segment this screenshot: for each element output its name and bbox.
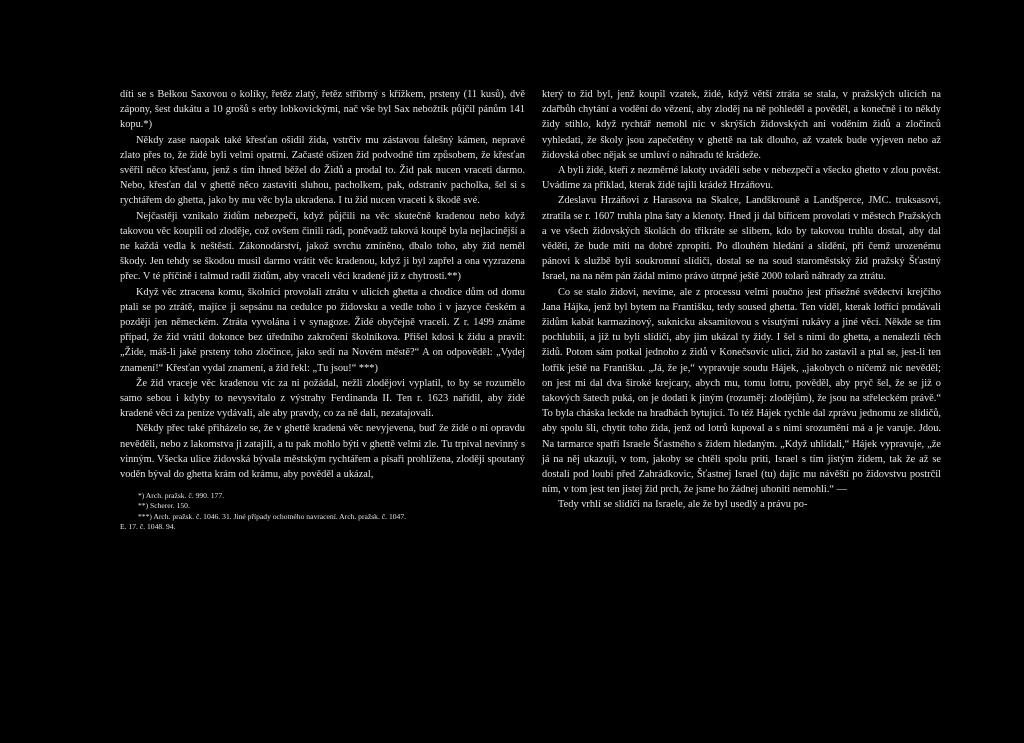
paragraph: Že žid vraceje věc kradenou víc za ni požádal, nežli zlodějovi vyplatil, to by se rozumělo samo sebou i kdyby to nevysvítalo z výstrahy Ferdinanda II. Ten r. 1623 nařídil, aby židé kradené věci za peníze vydávali, ale aby pravdy, co za ně dali, nezatajovali. (120, 377, 525, 420)
paragraph: díti se s Bełkou Saxovou o kolíky, řetěz zlatý, řetěz stříbrný s křížkem, prsteny (11 kusů), dvě zápony, šest dukátu a 10 grošů s erby lobkovickými, nač vše byl Sax nebožtík půjčil pánům 141 kopu.*) (120, 89, 525, 131)
footnote: ***) Arch. pražsk. č. 1046. 31. Jiné případy ochotného navracení. Arch. pražsk. č. 1047. (138, 511, 407, 521)
paragraph: Tedy vrhlí se slídiči na Israele, ale že byl usedlý a právu po- (558, 499, 808, 511)
right-column (542, 87, 941, 513)
paragraph: Když věc ztracena komu, školníci provolali ztrátu v ulicích ghetta a chodíce dům od domu ptali se po ztrátě, majíce ji sepsánu na cedulce po židovsku a vedle toho i v jazyce českém a později jen německém. Ztráta vyvolána i v synagoze. Židé obyčejně vraceli. Z r. 1499 známe případ, že žid vrátil dokonce bez úředního zakročení školníkova. Přišel kdosi k židu a pravil: „Žide, máš-li jaké prsteny toho zločince, jako sedí na Novém městě?“ A on odpověděl: „Vydej znamení!“ Křesťan vydal znamení, a žid řekl: „Tu jsou!“ ***) (120, 286, 525, 374)
paragraph: Někdy přec také přiházelo se, že v ghettě kradená věc nevyjevena, buď že židé o ní opravdu nevěděli, nebo z lakomstva ji zatajili, a tu pak mohlo býti v ghettě velmi zle. Tu trpíval nevinný s vinným. Všecka ulice židovská bývala městským rychtářem a písaři prohlížena, zloději spoutaný voděn býval do ghetta krám od krámu, aby pověděl a ukázal, (120, 423, 525, 481)
paragraph: který to žid byl, jenž koupil vzatek, židé, když větší ztráta se stala, v pražských ulicích na zdařbůh chytání a vodění do vězení, aby zloděj na ně pohleděl a pověděl, a konečně i to někdy židy stihlo, když rychtář nemohl nic v skrýších židovských ani voděním židů a zločinců vyhledati, že školy jsou zapečetěny v ghettě na tak dlouho, až vzatek bude vyjeven nebo až židovská obec nějak se umluví o náhradu té krádeže. (542, 89, 941, 161)
footnotes (120, 491, 525, 532)
left-column (120, 87, 525, 532)
footnote-continuation: E. 17. č. 1048. 94. (120, 521, 176, 531)
paragraph: Zdeslavu Hrzáňovi z Harasova na Skalce, Landškrouně a Landšperce, JMC. truksasovi, ztratila se r. 1607 truhla plna šaty a klenoty. Hned ji dal biřicem provolati v městech Pražských a ve všech židovských školách do třikráte se slibem, kdo by takovou truhlu dostal, aby dal věděti, že bude míti na dobré zpropiti. Po dlouhém hledání a slídění, při čemž urozenému pánovi k službě byli soukromní slídiči, dostal se na soud staroměstský žid pražský Šťastný Israel, na na něm pán žádal mimo právo útrpné ještě 2000 tolarů náhrady za ztrátu. (542, 195, 941, 283)
paragraph: A byli židé, kteří z nezměrné lakoty uváděli sebe v nebezpečí a všecko ghetto v zlou pověst. Uvádíme za příklad, kterak židé tajili krádež Hrzáňovu. (542, 165, 941, 192)
paragraph: Někdy zase naopak také křesťan ošidil žida, vstrčiv mu zástavou falešný kámen, nepravé zlato přes to, že židé byli velmi opatrni. Začasté ošizen žid podvodně tím způsobem, že křesťan svěřil něco křesťanu, jenž s tím ihned běžel do Židů a prodal to. Žid pak nucen vraceti darmo. Nebo, křesťan dal v ghettě něco zastaviti sluhou, pacholkem, pak, odstraniv pacholka, šel si s rychtářem do ghetta, jako by mu věc byla ukradena. I tu žid nucen vraceti k škodě své. (120, 134, 525, 207)
paragraph: Nejčastěji vznikalo židům nebezpečí, když půjčili na věc skutečně kradenou nebo když takovou věc koupili od zloděje, což ovšem činili rádi, poněvadž taková koupě byla nejlacinější a ne každá vedla k neštěstí. Zákonodárství, jakož svrchu zmíněno, dbalo toho, aby žid neměl škody. Jen tehdy se škodou musil darmo vrátit věc kradenou, když ji byl zapřel a ona vyzrazena přec. V té příčině i talmud radil židům, aby vraceli věci kradené již z chytrosti.**) (120, 210, 525, 283)
paragraph: Co se stalo židovi, nevíme, ale z processu velmi poučno jest přísežné svědectví krejčího Jana Hájka, jenž byl bytem na Františku, tedy soused ghetta. Ten viděl, kterak lotřící prodávali židům kabát karmazinový, suknicku aksamitovou s visutými rukávy a jiné věci. Někde se tím pochlubili, a již tu byli slídiči, aby jim ukázal ty židy. I šel s nimi do ghetta, a nenalezli těch židů. Potom sám potkal jednoho z židů v Konečsovic ulici, žid ho zastavil a ptal se, jest-li ten lotřík ještě na Františku. „Já, že je,“ vypravuje soudu Hájek, „jakobych o ničemž nic nevěděl; on jest mi dal dva široké krejcary, abych mu, tomu lotru, pověděl, aby pryč šel, že se již o takových šatech puká, on je dodati k jiným (rozuměj: zlodějům), že jsou na střeleckém právě.“ To byla cháska leckde na hradbách bytující. To též Hájek rychle dal zprávu jednomu ze slídičů, aby spolu šli, chytit toho žida, jenž od lotrů kupoval a s nimi srozumění má a je varuje. Jdou. Na tarmarce spatří Israele Šťastného s židem hledaným. „Když uhlídali,“ Hájek vypravuje, „že já na něj ukazuji, v tom, jakoby se chtěli spolu priti, Israel s tím jistým židem, tak že až se dostali pod loubí před Zahrádkovic, Šťastnej Israel (tu) dajíc mu návěští po židovstvu postrčil ním, v tom jest ten jistej žid prch, že jsme ho žádnej uhoniti nemohli.“ — (542, 286, 941, 496)
footnote: **) Scherer. 150. (138, 501, 190, 511)
footnote: *) Arch. pražsk. č. 990. 177. (138, 491, 225, 501)
